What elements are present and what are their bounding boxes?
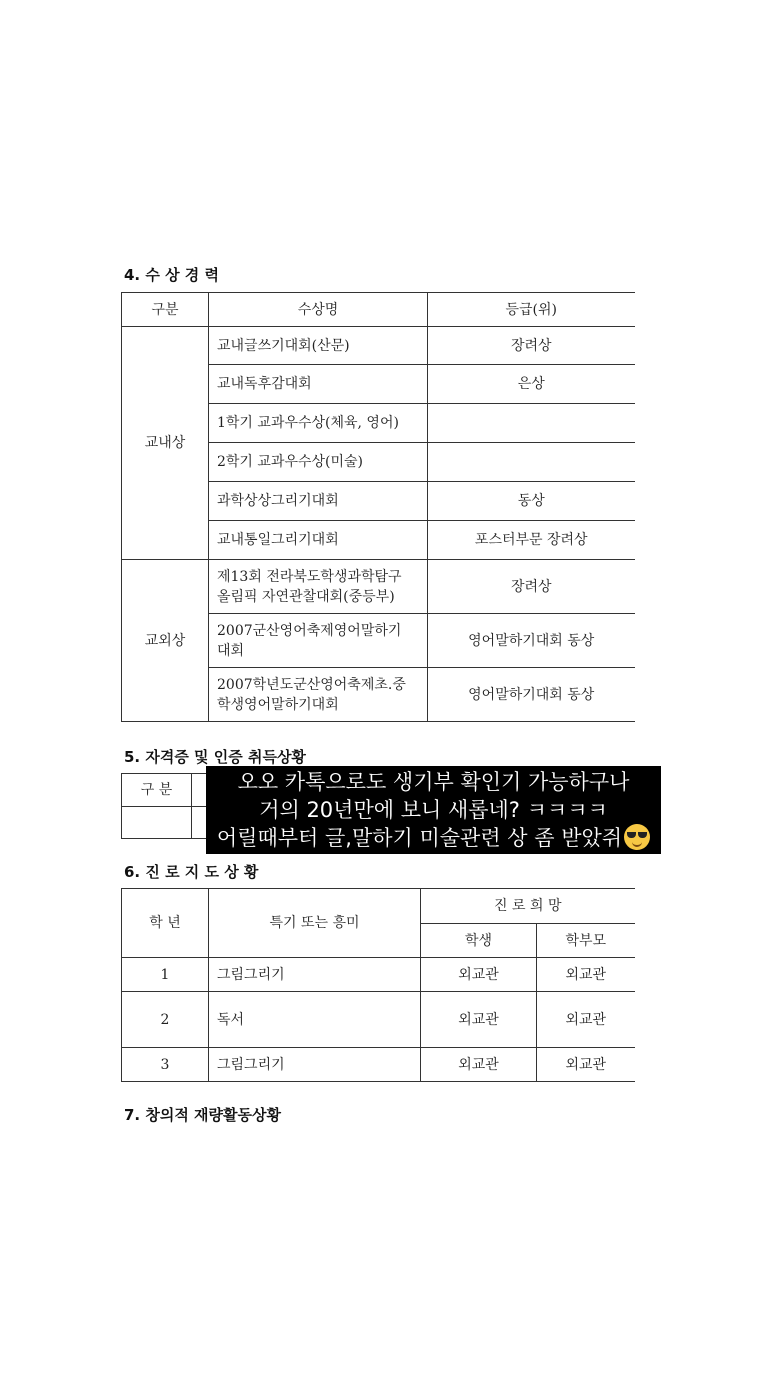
table-row: [122, 327, 635, 365]
career-header-parent: 학부모: [537, 924, 635, 958]
awards-header-category: 구분: [122, 293, 209, 327]
smiling-face-with-sunglasses-icon: [624, 824, 650, 850]
career-year: 1: [122, 958, 209, 992]
career-interest: 독서: [209, 992, 421, 1048]
award-name: 교내글쓰기대회(산문): [209, 327, 428, 365]
table-row: [122, 1048, 635, 1082]
career-header-year: 학 년: [122, 889, 209, 958]
award-grade: [428, 404, 635, 443]
career-header-student: 학생: [421, 924, 537, 958]
award-grade: 장려상: [428, 560, 635, 614]
section7-heading: 7. 창의적 재량활동상황: [124, 1106, 281, 1124]
award-grade: [428, 443, 635, 482]
award-name: 2학기 교과우수상(미술): [209, 443, 428, 482]
caption-line-2: 거의 20년만에 보니 새롭네? ㅋㅋㅋㅋ: [259, 798, 608, 822]
table-row: [122, 992, 635, 1048]
awards-header-grade: 등급(위): [428, 293, 635, 327]
section4-heading: 4. 수 상 경 력: [124, 266, 219, 284]
career-interest: 그림그리기: [209, 1048, 421, 1082]
career-parent: 외교관: [537, 1048, 635, 1082]
career-parent: 외교관: [537, 992, 635, 1048]
career-student: 외교관: [421, 958, 537, 992]
award-name: 제13회 전라북도학생과학탐구 올림픽 자연관찰대회(중등부): [209, 560, 428, 614]
table-row: [122, 560, 635, 614]
career-parent: 외교관: [537, 958, 635, 992]
award-category: 교내상: [122, 327, 209, 560]
career-guidance-table: [121, 888, 635, 1082]
award-name: 1학기 교과우수상(체육, 영어): [209, 404, 428, 443]
award-grade: 은상: [428, 365, 635, 404]
caption-line-3-wrap: [206, 824, 661, 852]
award-grade: 영어말하기대회 동상: [428, 668, 635, 722]
caption-line-3: 어릴때부터 글,말하기 미술관련 상 좀 받았쥐: [216, 826, 623, 850]
awards-header-name: 수상명: [209, 293, 428, 327]
story-caption-box: [206, 766, 661, 854]
certificates-header-category: 구 분: [122, 774, 192, 807]
career-header-hope: 진 로 희 망: [421, 889, 635, 924]
section6-heading: 6. 진 로 지 도 상 황: [124, 863, 259, 881]
section5-heading: 5. 자격증 및 인증 취득상황: [124, 748, 306, 766]
career-student: 외교관: [421, 1048, 537, 1082]
award-name: 교내독후감대회: [209, 365, 428, 404]
career-year: 2: [122, 992, 209, 1048]
career-header-interest: 특기 또는 흥미: [209, 889, 421, 958]
award-name: 2007학년도군산영어축제초.중 학생영어말하기대회: [209, 668, 428, 722]
award-category: 교외상: [122, 560, 209, 722]
award-grade: 동상: [428, 482, 635, 521]
award-grade: 포스터부문 장려상: [428, 521, 635, 560]
award-name: 교내통일그리기대회: [209, 521, 428, 560]
career-year: 3: [122, 1048, 209, 1082]
caption-line-1: 오오 카톡으로도 생기부 확인기 가능하구나: [237, 770, 630, 794]
award-name: 과학상상그리기대회: [209, 482, 428, 521]
table-row: [122, 958, 635, 992]
award-grade: 장려상: [428, 327, 635, 365]
award-grade: 영어말하기대회 동상: [428, 614, 635, 668]
awards-table: [121, 292, 635, 722]
career-interest: 그림그리기: [209, 958, 421, 992]
award-name: 2007군산영어축제영어말하기 대회: [209, 614, 428, 668]
career-student: 외교관: [421, 992, 537, 1048]
